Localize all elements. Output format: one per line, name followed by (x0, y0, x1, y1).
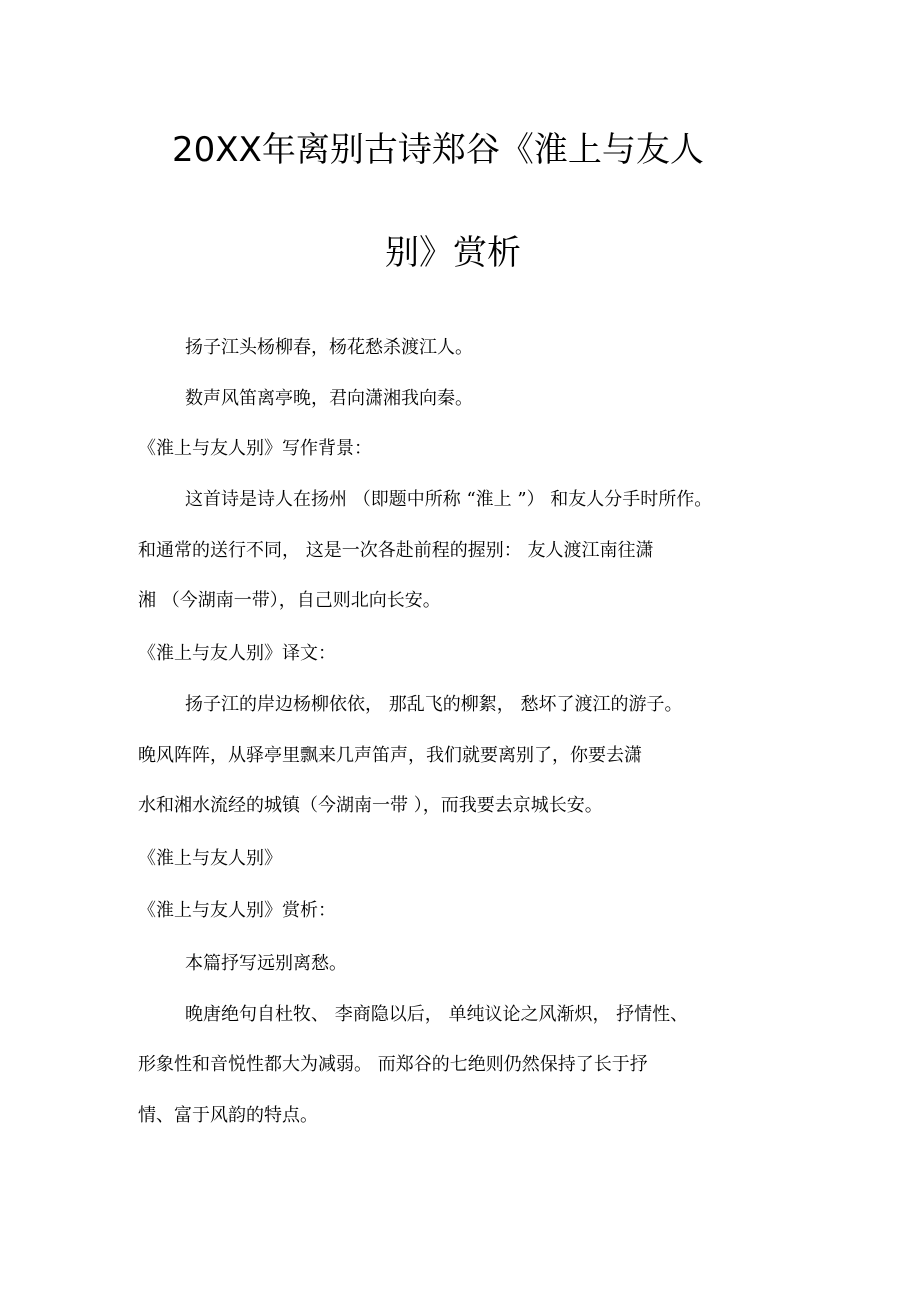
document-title-line-1: 20XX年离别古诗郑谷《淮上与友人 (172, 130, 704, 170)
document-title-line-2: 别》赏析 (385, 233, 521, 273)
appreciation-para-1: 本篇抒写远别离愁。 (185, 953, 347, 974)
translation-text-line-3: 水和湘水流经的城镇（今湖南一带 ），而我要去京城长安。 (138, 795, 603, 816)
translation-heading: 《淮上与友人别》译文： (138, 643, 336, 664)
background-text-line-3: 湘 （今湖南一带），自己则北向长安。 (138, 590, 441, 611)
background-text-line-2: 和通常的送行不同， 这是一次各赴前程的握别： 友人渡江南往潇 (138, 540, 654, 561)
poem-line-1: 扬子江头杨柳春，杨花愁杀渡江人。 (185, 337, 473, 358)
background-heading: 《淮上与友人别》写作背景： (138, 438, 372, 459)
poem-title: 《淮上与友人别》 (138, 848, 282, 869)
background-text-line-1: 这首诗是诗人在扬州 （即题中所称 “淮上 ”） 和友人分手时所作。 (185, 489, 713, 510)
appreciation-text-line-3: 情、富于风韵的特点。 (138, 1105, 318, 1126)
appreciation-text-line-1: 晚唐绝句自杜牧、 李商隐以后， 单纯议论之风渐炽， 抒情性、 (185, 1004, 689, 1025)
translation-text-line-2: 晚风阵阵，从驿亭里飘来几声笛声，我们就要离别了，你要去潇 (138, 745, 642, 766)
poem-line-2: 数声风笛离亭晚，君向潇湘我向秦。 (185, 388, 473, 409)
appreciation-text-line-2: 形象性和音悦性都大为减弱。 而郑谷的七绝则仍然保持了长于抒 (138, 1054, 648, 1075)
translation-text-line-1: 扬子江的岸边杨柳依依， 那乱飞的柳絮， 愁坏了渡江的游子。 (185, 694, 683, 715)
appreciation-heading: 《淮上与友人别》赏析： (138, 900, 336, 921)
